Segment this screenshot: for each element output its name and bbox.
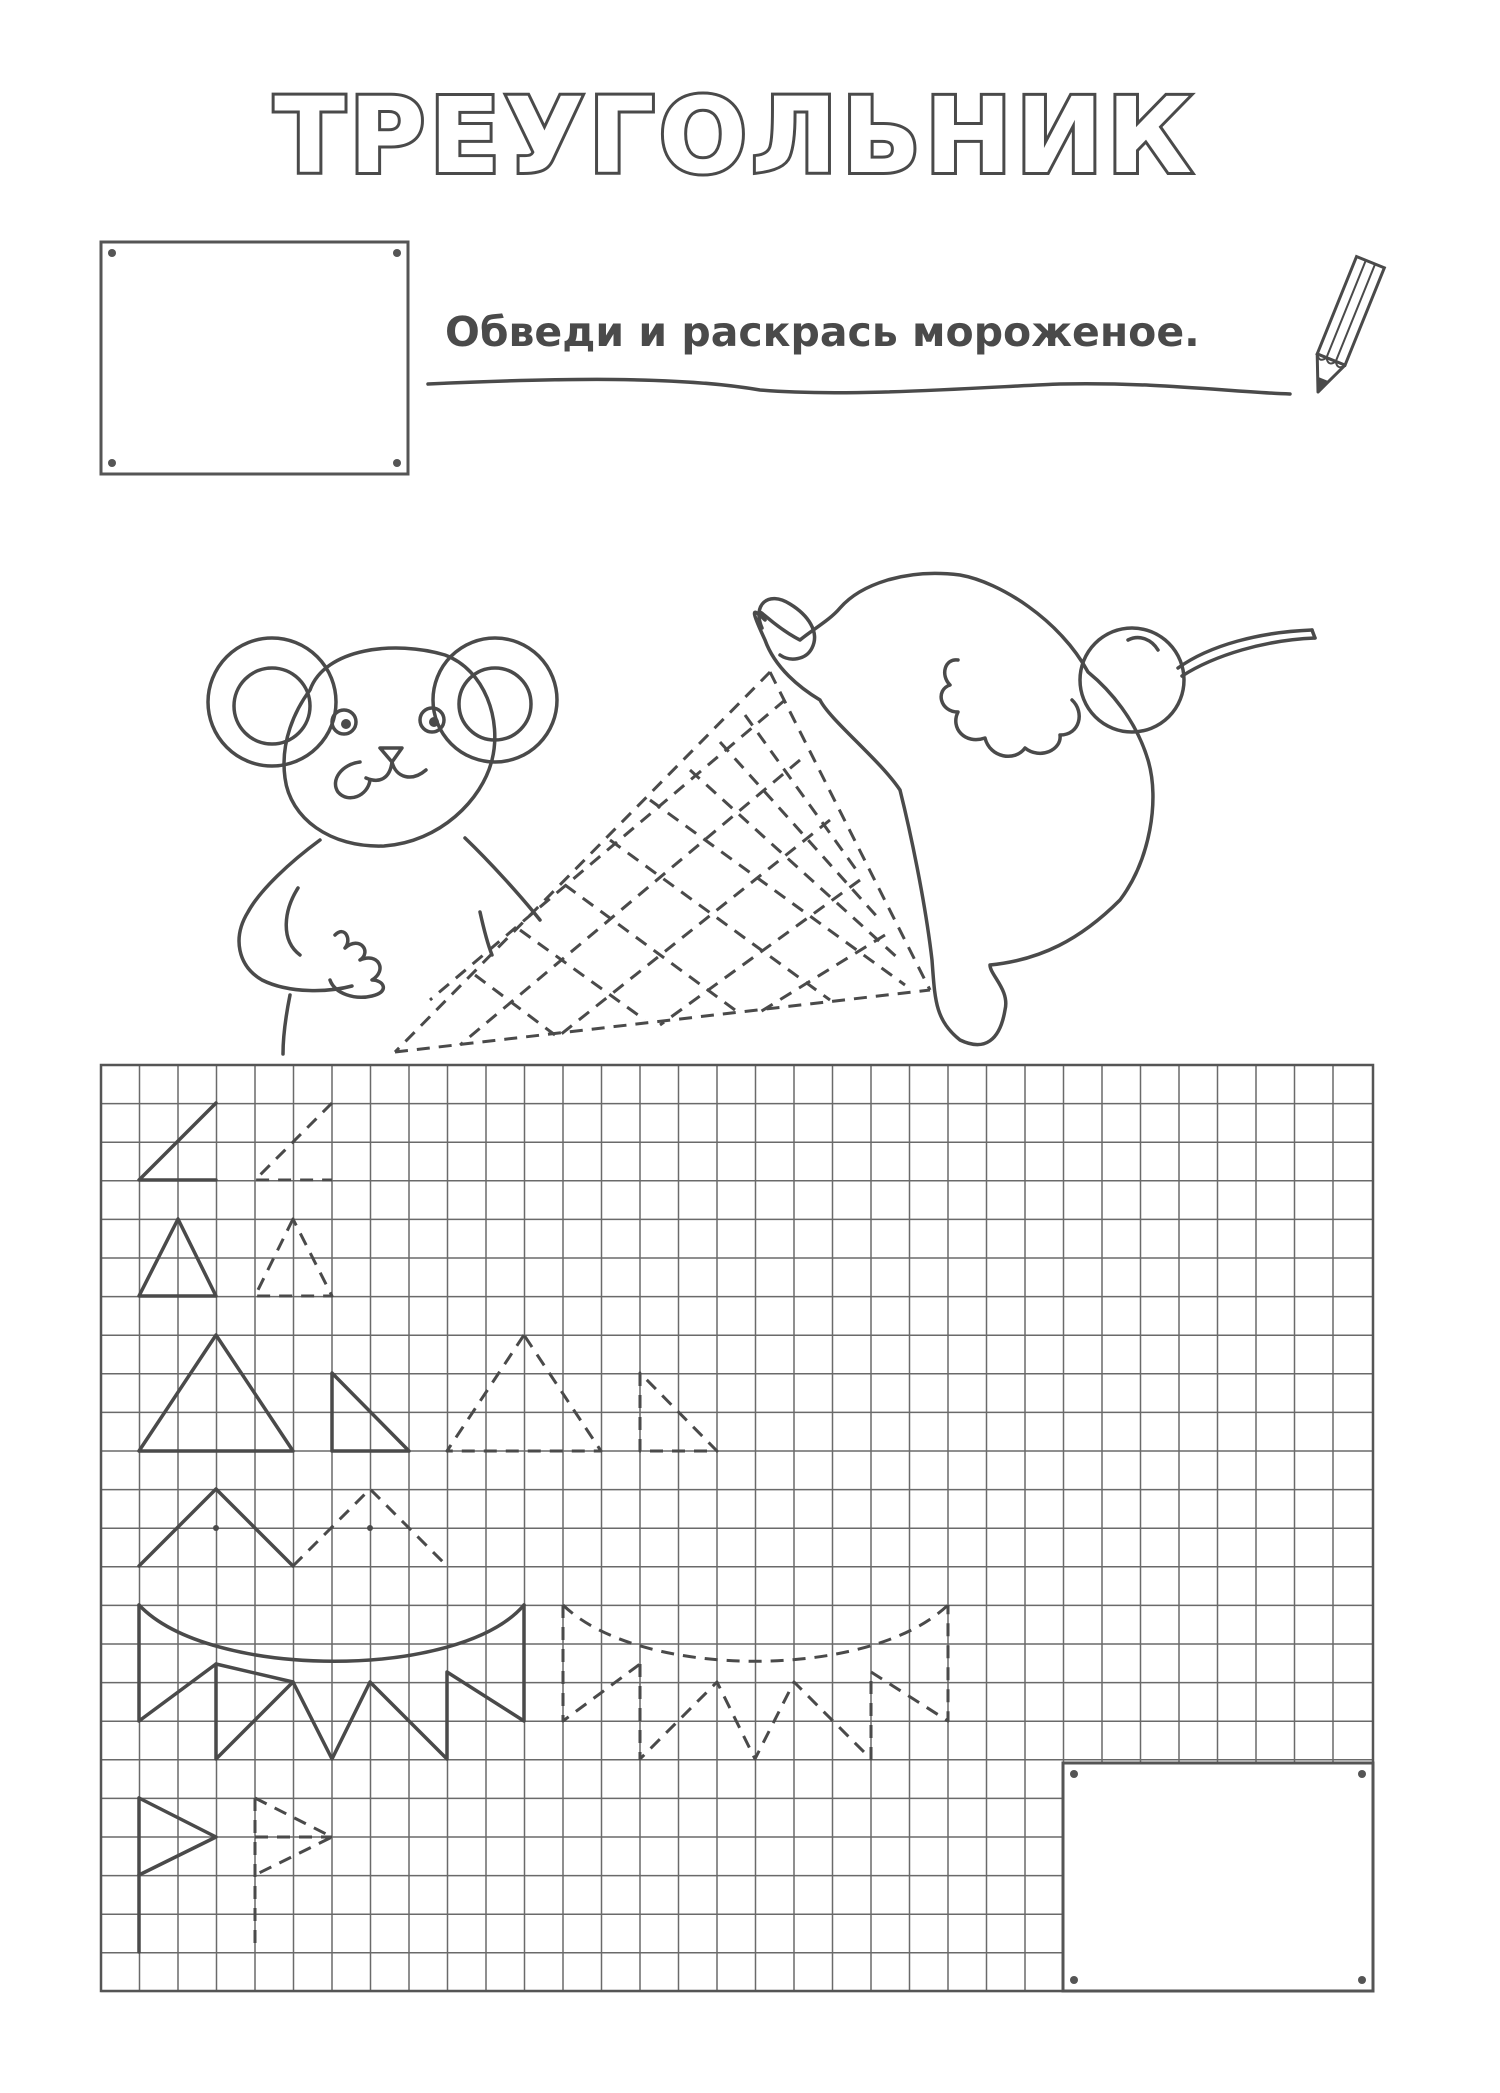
pencil-icon	[1304, 257, 1384, 398]
mouse-illustration	[208, 638, 557, 1054]
sticker-box-top[interactable]	[101, 242, 408, 474]
pattern-large-triangles	[139, 1335, 717, 1451]
instruction-underline	[428, 379, 1290, 394]
instruction-text: Обведи и раскрась мороженое.	[445, 308, 1200, 356]
page-title: ТРЕУГОЛЬНИК	[274, 75, 1196, 197]
sticker-box-bottom[interactable]	[1063, 1763, 1373, 1991]
ice-cream-illustration	[395, 573, 1315, 1052]
